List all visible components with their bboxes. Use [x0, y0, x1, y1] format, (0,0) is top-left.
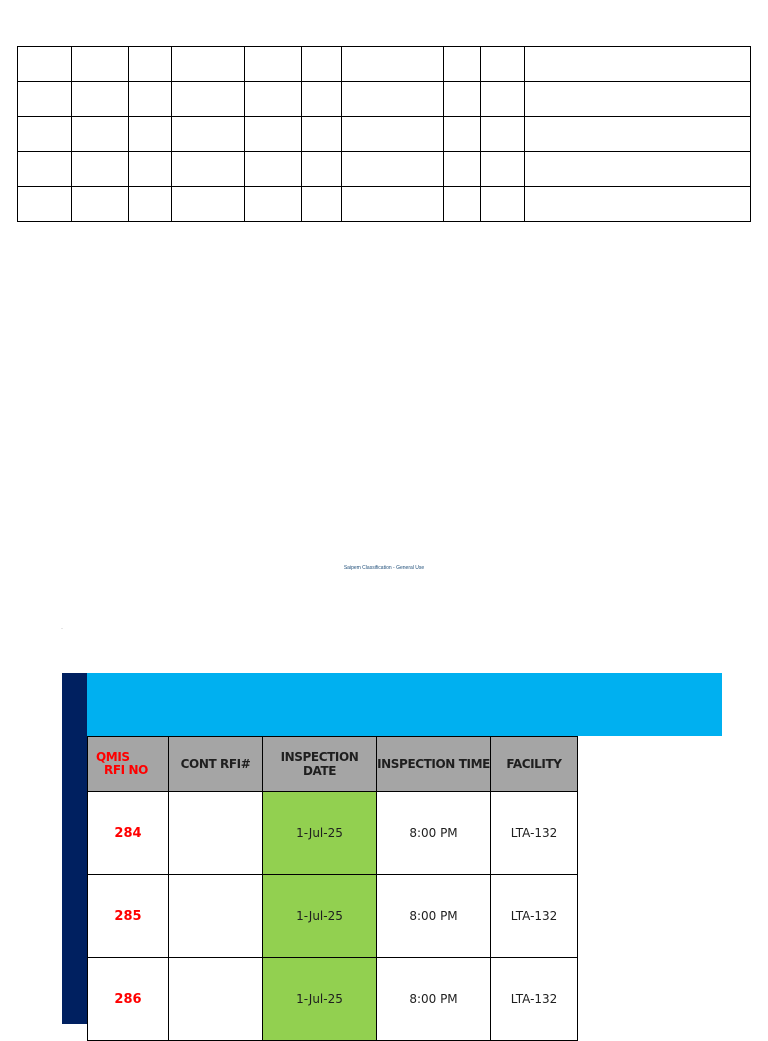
- grid-cell: [302, 82, 342, 117]
- grid-cell: [525, 117, 751, 152]
- grid-cell: [525, 47, 751, 82]
- qmis-rfi-no-cell: 285: [88, 875, 169, 958]
- grid-cell: [18, 117, 72, 152]
- header-cont-rfi: CONT RFI#: [169, 737, 263, 792]
- grid-row: [18, 82, 751, 117]
- header-qmis-rfi-no: [88, 737, 169, 792]
- grid-cell: [342, 82, 444, 117]
- grid-cell: [172, 187, 245, 222]
- grid-cell: [245, 152, 302, 187]
- grid-cell: [302, 47, 342, 82]
- grid-cell: [129, 187, 172, 222]
- grid-cell: [18, 152, 72, 187]
- grid-cell: [525, 82, 751, 117]
- grid-cell: [481, 187, 525, 222]
- inspection-date-cell: 1-Jul-25: [263, 958, 377, 1041]
- grid-row: [18, 187, 751, 222]
- grid-row: [18, 117, 751, 152]
- grid-cell: [129, 117, 172, 152]
- grid-cell: [525, 152, 751, 187]
- grid-row: [18, 152, 751, 187]
- empty-grid-table: [17, 46, 751, 222]
- grid-cell: [172, 82, 245, 117]
- header-facility: FACILITY: [491, 737, 578, 792]
- grid-cell: [302, 187, 342, 222]
- grid-cell: [525, 187, 751, 222]
- grid-cell: [444, 117, 481, 152]
- grid-cell: [172, 117, 245, 152]
- grid-cell: [444, 82, 481, 117]
- grid-cell: [481, 47, 525, 82]
- grid-row: [18, 47, 751, 82]
- grid-cell: [245, 47, 302, 82]
- facility-cell: LTA-132: [491, 792, 578, 875]
- inspection-time-cell: 8:00 PM: [377, 875, 491, 958]
- inspection-date-cell: 1-Jul-25: [263, 792, 377, 875]
- table-row: [88, 875, 578, 958]
- empty-grid-body: [18, 47, 751, 222]
- grid-cell: [245, 187, 302, 222]
- grid-cell: [72, 117, 129, 152]
- grid-cell: [72, 82, 129, 117]
- header-inspection-time: INSPECTION TIME: [377, 737, 491, 792]
- grid-cell: [342, 117, 444, 152]
- grid-cell: [129, 152, 172, 187]
- grid-cell: [302, 117, 342, 152]
- cont-rfi-cell: [169, 958, 263, 1041]
- facility-cell: LTA-132: [491, 875, 578, 958]
- grid-cell: [481, 152, 525, 187]
- grid-cell: [302, 152, 342, 187]
- header-qmis-line1: QMIS: [96, 750, 130, 764]
- grid-cell: [342, 187, 444, 222]
- grid-cell: [444, 47, 481, 82]
- qmis-rfi-no-cell: 286: [88, 958, 169, 1041]
- grid-cell: [129, 82, 172, 117]
- inspection-time-cell: 8:00 PM: [377, 958, 491, 1041]
- grid-cell: [444, 152, 481, 187]
- grid-cell: [444, 187, 481, 222]
- inspection-date-cell: 1-Jul-25: [263, 875, 377, 958]
- grid-cell: [72, 47, 129, 82]
- grid-cell: [342, 152, 444, 187]
- grid-cell: [342, 47, 444, 82]
- inspection-time-cell: 8:00 PM: [377, 792, 491, 875]
- classification-label: Saipem Classification - General Use: [343, 565, 425, 571]
- grid-cell: [129, 47, 172, 82]
- grid-cell: [245, 82, 302, 117]
- grid-cell: [18, 187, 72, 222]
- table-row: [88, 958, 578, 1041]
- grid-cell: [18, 47, 72, 82]
- header-inspection-date: INSPECTION DATE: [263, 737, 377, 792]
- blue-header-banner: [87, 673, 722, 736]
- grid-cell: [172, 47, 245, 82]
- grid-cell: [18, 82, 72, 117]
- cont-rfi-cell: [169, 875, 263, 958]
- grid-cell: [72, 152, 129, 187]
- inspection-header-row: [88, 737, 578, 792]
- grid-cell: [72, 187, 129, 222]
- grid-cell: [481, 117, 525, 152]
- grid-cell: [245, 117, 302, 152]
- table-row: [88, 792, 578, 875]
- facility-cell: LTA-132: [491, 958, 578, 1041]
- stray-mark: ·: [61, 626, 63, 632]
- qmis-rfi-no-cell: 284: [88, 792, 169, 875]
- grid-cell: [481, 82, 525, 117]
- inspection-table: [87, 736, 578, 1041]
- header-qmis-line2: RFI NO: [104, 763, 148, 777]
- cont-rfi-cell: [169, 792, 263, 875]
- grid-cell: [172, 152, 245, 187]
- navy-side-bar: [62, 673, 87, 1024]
